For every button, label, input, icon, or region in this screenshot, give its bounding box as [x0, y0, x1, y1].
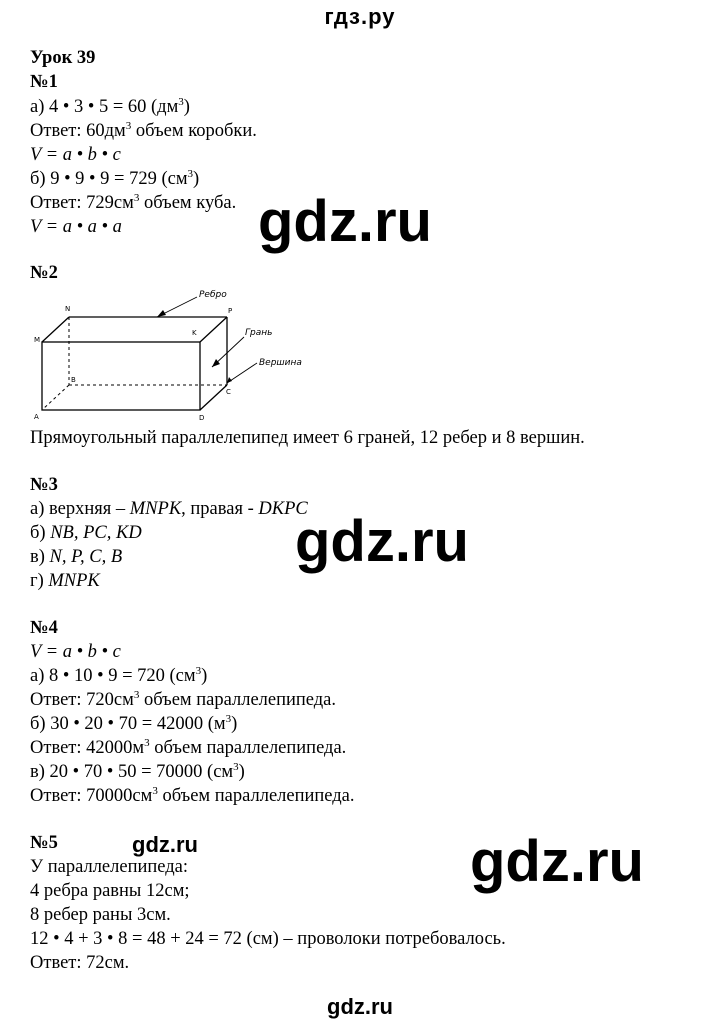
task5-line-4: 12 • 4 + 3 • 8 = 48 + 24 = 72 (см) – проволоки потребовалось. — [30, 929, 506, 949]
lesson-title: Урок 39 — [30, 48, 96, 68]
watermark: gdz.ru — [470, 829, 644, 894]
vertex-K: K — [192, 329, 197, 337]
task4-a-answer: Ответ: $720см^3$ объем параллелепипеда. — [30, 689, 337, 710]
watermark: gdz.ru — [295, 509, 469, 574]
task3-a: а) верхняя – MNPK, правая - DKPC — [30, 499, 308, 519]
edge-label: Ребро — [199, 290, 227, 300]
task2-text: Прямоугольный параллелепипед имеет 6 граней, 12 ребер и 8 вершин. — [30, 428, 585, 448]
task1-a-answer: Ответ: $60дм^3$ объем коробки. — [30, 120, 257, 141]
vertex-B: B — [71, 376, 76, 384]
task3-c: в) N, P, C, B — [30, 547, 123, 567]
vertex-M: M — [34, 336, 41, 344]
face-label: Грань — [245, 328, 273, 338]
task1-b-answer: Ответ: $729см^3$ объем куба. — [30, 192, 237, 213]
watermark: gdz.ru — [258, 189, 432, 254]
task2-number: №2 — [30, 263, 58, 283]
task4-formula: V = a • b • c — [30, 642, 121, 662]
task4-a-expression: а) 8 • 10 • 9 = 720 $(см^3)$ — [30, 665, 208, 686]
task3-number: №3 — [30, 475, 58, 495]
task1-number: №1 — [30, 72, 58, 92]
arrow-heads — [157, 310, 232, 383]
vertex-N: N — [65, 305, 71, 313]
task5-line-1: У параллелепипеда: — [30, 857, 189, 877]
task5-number: №5 — [30, 833, 58, 853]
visible-edges — [42, 317, 227, 410]
hidden-edges — [42, 317, 227, 410]
task4-c-answer: Ответ: $70000см^3$ объем параллелепипеда. — [30, 785, 355, 806]
vertex-label: Вершина — [259, 358, 302, 368]
vertex-C: C — [226, 388, 231, 396]
task5-line-3: 8 ребер раны 3см. — [30, 905, 171, 925]
parallelepiped-figure — [32, 285, 332, 430]
task3-d: г) MNPK — [30, 571, 100, 591]
task1-formula-box: V = a • b • c — [30, 145, 121, 165]
task5-line-5: Ответ: 72см. — [30, 953, 130, 973]
footer-watermark: gdz.ru — [327, 994, 393, 1019]
vertex-A: A — [34, 413, 39, 421]
task4-number: №4 — [30, 618, 58, 638]
site-header: гдз.ру — [324, 4, 396, 29]
task4-b-expression: б) 30 • 20 • 70 = 42000 $(м^3)$ — [30, 713, 238, 734]
task4-b-answer: Ответ: $42000м^3$ объем параллелепипеда. — [30, 737, 347, 758]
task1-a-expression: а) 4 • 3 • 5 = 60 $(дм^3)$ — [30, 96, 190, 117]
task1-b-expression: б) 9 • 9 • 9 = 729 $(см^3)$ — [30, 168, 200, 189]
task5-line-2: 4 ребра равны 12см; — [30, 881, 190, 901]
task4-c-expression: в) 20 • 70 • 50 = 70000 $(см^3)$ — [30, 761, 245, 782]
task3-b: б) NB, PC, KD — [30, 523, 142, 543]
vertex-P: P — [228, 307, 233, 315]
vertex-D: D — [199, 414, 205, 422]
task1-formula-cube: V = a • a • a — [30, 217, 122, 237]
watermark-small: gdz.ru — [132, 832, 198, 857]
pointer-arrows — [157, 297, 257, 383]
